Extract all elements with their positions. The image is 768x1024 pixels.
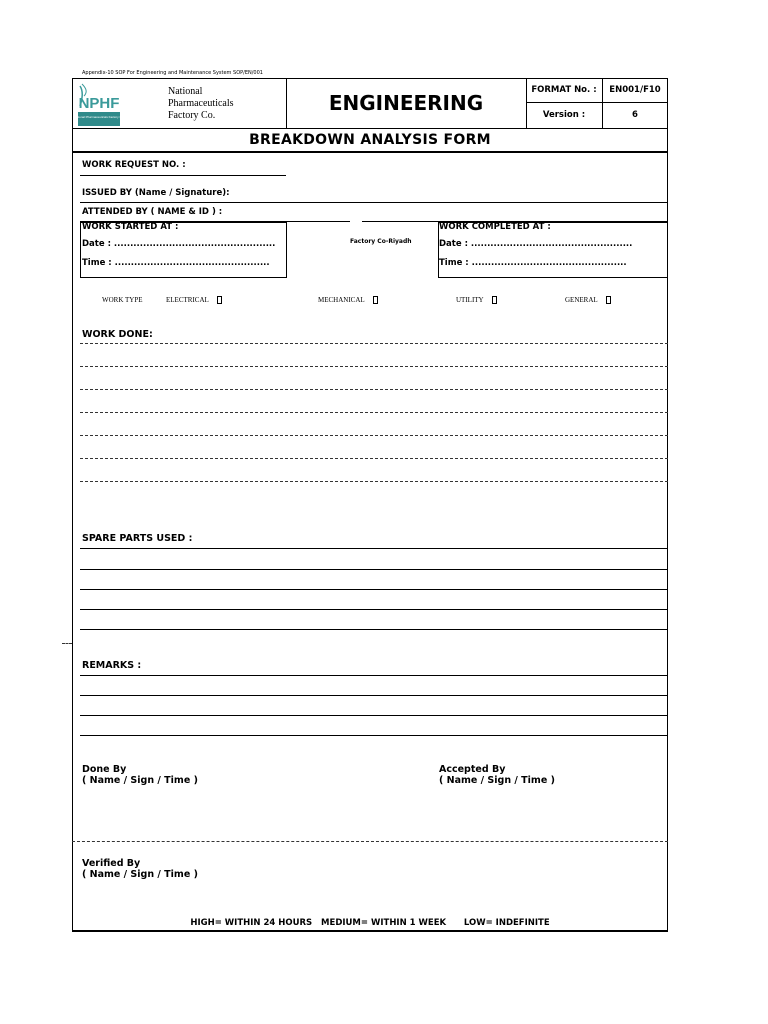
general-checkbox[interactable]: [606, 296, 611, 304]
mechanical-checkbox[interactable]: [373, 296, 378, 304]
work-request-line[interactable]: [80, 175, 286, 176]
work-type-utility[interactable]: UTILITY: [456, 296, 497, 304]
spare-parts-line[interactable]: [80, 569, 668, 570]
issued-by-label: ISSUED BY (Name / Signature):: [82, 188, 230, 198]
location-label: Factory Co-Riyadh: [350, 238, 412, 245]
accepted-by-block[interactable]: Accepted By ( Name / Sign / Time ): [439, 764, 555, 786]
work-done-line[interactable]: [80, 366, 668, 367]
appendix-note: Appendix-10 SOP For Engineering and Maintenance System SOP/EN/001: [82, 70, 263, 76]
work-type-electrical[interactable]: ELECTRICAL: [166, 296, 222, 304]
format-value: EN001/F10: [609, 85, 661, 95]
logo-icon: [76, 82, 122, 126]
work-done-line[interactable]: [80, 435, 668, 436]
spare-parts-label: SPARE PARTS USED :: [82, 533, 193, 544]
spare-parts-line[interactable]: [80, 629, 668, 630]
version-value: 6: [632, 110, 638, 120]
done-by-block[interactable]: Done By ( Name / Sign / Time ): [82, 764, 198, 786]
work-done-line[interactable]: [80, 343, 668, 344]
work-completed-date[interactable]: Date : ..................................................: [439, 239, 633, 249]
remarks-line[interactable]: [80, 675, 668, 676]
remarks-label: REMARKS :: [82, 660, 142, 671]
work-done-line[interactable]: [80, 481, 668, 482]
work-started-time[interactable]: Time : ................................................: [82, 258, 270, 268]
utility-checkbox[interactable]: [492, 296, 497, 304]
work-type-mechanical[interactable]: MECHANICAL: [318, 296, 378, 304]
section-divider: [72, 841, 668, 842]
department-title: ENGINEERING: [328, 91, 484, 115]
work-done-line[interactable]: [80, 412, 668, 413]
work-completed-time[interactable]: Time : ................................................: [439, 258, 627, 268]
logo-subtext: National Pharmaceuticals Factory Co.: [76, 115, 122, 119]
remarks-line[interactable]: [80, 715, 668, 716]
priority-footer: HIGH= WITHIN 24 HOURS MEDIUM= WITHIN 1 WEEK LOW= INDEFINITE: [190, 918, 550, 928]
company-name: National Pharmaceuticals Factory Co.: [168, 86, 234, 121]
electrical-checkbox[interactable]: [217, 296, 222, 304]
work-started-label: WORK STARTED AT :: [82, 222, 179, 232]
work-started-date[interactable]: Date : ..................................................: [82, 239, 276, 249]
work-type-label: WORK TYPE: [102, 296, 143, 304]
company-logo: [76, 82, 122, 126]
version-label: Version :: [542, 110, 586, 120]
work-request-label: WORK REQUEST NO. :: [82, 160, 186, 170]
work-done-label: WORK DONE:: [82, 329, 153, 340]
spare-parts-line[interactable]: [80, 548, 668, 549]
work-type-general[interactable]: GENERAL: [565, 296, 611, 304]
work-done-line[interactable]: [80, 389, 668, 390]
work-done-line[interactable]: [80, 458, 668, 459]
verified-by-block[interactable]: Verified By ( Name / Sign / Time ): [82, 858, 198, 880]
attended-by-label: ATTENDED BY ( NAME & ID ) :: [82, 207, 223, 217]
issued-by-line[interactable]: [80, 202, 668, 203]
remarks-line[interactable]: [80, 695, 668, 696]
work-completed-label: WORK COMPLETED AT :: [439, 222, 551, 232]
spare-parts-line[interactable]: [80, 609, 668, 610]
remarks-line[interactable]: [80, 735, 668, 736]
format-label: FORMAT No. :: [531, 85, 597, 95]
form-title: BREAKDOWN ANALYSIS FORM: [249, 131, 491, 148]
spare-parts-line[interactable]: [80, 589, 668, 590]
logo-text: NPHF: [78, 95, 120, 112]
